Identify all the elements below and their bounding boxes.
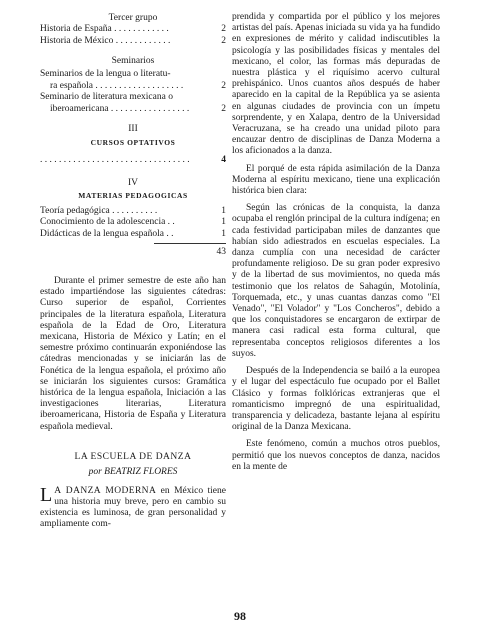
- toc-row: [40, 92, 226, 104]
- toc-credits: 2: [221, 103, 226, 114]
- seminarios-title: Seminarios: [111, 56, 155, 66]
- cursos-optativos-title: CURSOS OPTATIVOS: [90, 138, 176, 147]
- page-number: 98: [234, 609, 246, 623]
- toc-label-line1: Seminario de literatura mexicana o: [40, 92, 173, 102]
- toc-row: [40, 69, 226, 81]
- toc-label: Teoría pedagógica . . . . . . . . . .: [40, 205, 158, 216]
- article-lead-paragraph: [40, 483, 226, 531]
- lead-small-caps: A DANZA MODERNA: [54, 485, 157, 496]
- toc-label: Didácticas de la lengua española . .: [40, 228, 174, 239]
- toc-row: [40, 81, 226, 93]
- toc-dots: . . . . . . . . . . . . . . . . . . . . . . . . . . . . . . . .: [40, 155, 190, 165]
- toc-credits: 1: [221, 228, 226, 239]
- right-paragraph: Este fenómeno, común a muchos otros pueblos, permitió que los nuevos conceptos de danza, nacidos en la mente de: [232, 439, 440, 472]
- left-column: [40, 12, 226, 531]
- drop-cap: L: [40, 483, 53, 506]
- toc-credits: 2: [221, 24, 226, 34]
- toc-label: Historia de España . . . . . . . . . . . .: [40, 24, 169, 34]
- toc-credits: 2: [221, 35, 226, 46]
- toc-label-line2: ra española . . . . . . . . . . . . . . . . . . .: [50, 80, 184, 91]
- total-credits: 43: [216, 247, 226, 257]
- toc-row: [40, 229, 226, 241]
- toc-credits: 1: [221, 205, 226, 216]
- toc-credits: 2: [221, 80, 226, 91]
- group3-title: Tercer grupo: [108, 13, 158, 23]
- right-paragraph: Después de la Independencia se bailó a la europea y el lugar del espectáculo fue ocupado por el Ballet Clásico y formas folklóricas extranjeras que el romanticismo impregnó de una espiritualidad, transparencia y delicadeza, bastante lejana al espíritu original de la Danza Mexicana.: [232, 366, 440, 433]
- roman-numeral-4: IV: [127, 177, 139, 188]
- right-paragraph: Según las crónicas de la conquista, la danza ocupaba el renglón principal de la cultura indígena; en cada festividad participaban miles de danzantes que habían sido adiestrados en escuelas especiales. La danza cumplía con una necesidad de carácter profundamente religioso. De su gran poder expresivo y de la libertad de sus movimientos, no queda más testimonio que los relatos de Sahagún, Motolinía, Torquemada, etc., y unas cuantas danzas como "El Venado", "El Volador" y "Los Concheros", debido a que los conquistadores se encargaron de extirpar de manera casi radical esta forma cultural, que representaba conceptos religiosos diferentes a los suyos.: [232, 203, 440, 359]
- toc-credits: 1: [221, 217, 226, 227]
- toc-credits: 4: [221, 155, 226, 165]
- toc-label: Conocimiento de la adolescencia . .: [40, 217, 175, 227]
- left-body-paragraph: Durante el primer semestre de este año han estado impartiéndose las siguientes cátedras: Curso superior de español, Corrientes principales de la literatura española, Literatura española de la Edad de Oro, Literatura mexicana, Historia de México y Latín; en el semestre próximo continuarán exponiéndose las cátedras mencionadas y se iniciarán las de Fonética de la lengua española, el próximo año se iniciarán los siguientes cursos: Gramática histórica de la lengua española, Iniciación a las investigaciones literarias, Literatura iberoamericana, Historia de España y Literatura española medieval.: [40, 276, 226, 432]
- right-column: [232, 12, 440, 473]
- right-paragraph: prendida y compartida por el público y los mejores artistas del país. Apenas iniciada su vida ya ha fundido en expresiones de mérito y calidad indiscutibles la psicología y las posibilidades físicas y mentales del mexicano, el color, las formas más depuradas de nuestra plástica y el riquísimo acervo cultural prehispánico. Unos cuantos años después de haber aparecido en la capital de la República ya se asienta en algunas ciudades de provincia con un ímpetu sorprendente, y en Xalapa, dentro de la Universidad Veracruzana, se ha creado una unidad piloto para encauzar dentro de disciplinas de Danza Moderna a los aficionados a la danza.: [232, 12, 440, 157]
- roman-numeral-3: III: [128, 124, 138, 134]
- lead-text: en México tiene una historia muy breve, pero en cambio su existencia es luminosa, de gran personalidad y ampliamente com-: [40, 485, 226, 530]
- toc-row: [40, 104, 226, 116]
- toc-label-line2: iberoamericana . . . . . . . . . . . . . . . . .: [50, 103, 190, 114]
- materias-title: MATERIAS PEDAGOGICAS: [78, 190, 188, 200]
- toc-label-line1: Seminarios de la lengua o literatu-: [40, 69, 171, 79]
- toc-label: Historia de México . . . . . . . . . . . .: [40, 35, 171, 46]
- toc-row: [40, 217, 226, 229]
- toc-row: [40, 155, 226, 167]
- right-paragraph: El porqué de esta rápida asimilación de la Danza Moderna al espíritu mexicano, tiene una explicación histórica bien clara:: [232, 163, 440, 197]
- article-title: LA ESCUELA DE DANZA: [74, 451, 192, 462]
- toc-row: [40, 206, 226, 218]
- article-byline: por BEATRIZ FLORES: [88, 466, 178, 477]
- toc-row: [40, 24, 226, 36]
- toc-row: [40, 36, 226, 48]
- total-rule: [154, 243, 226, 244]
